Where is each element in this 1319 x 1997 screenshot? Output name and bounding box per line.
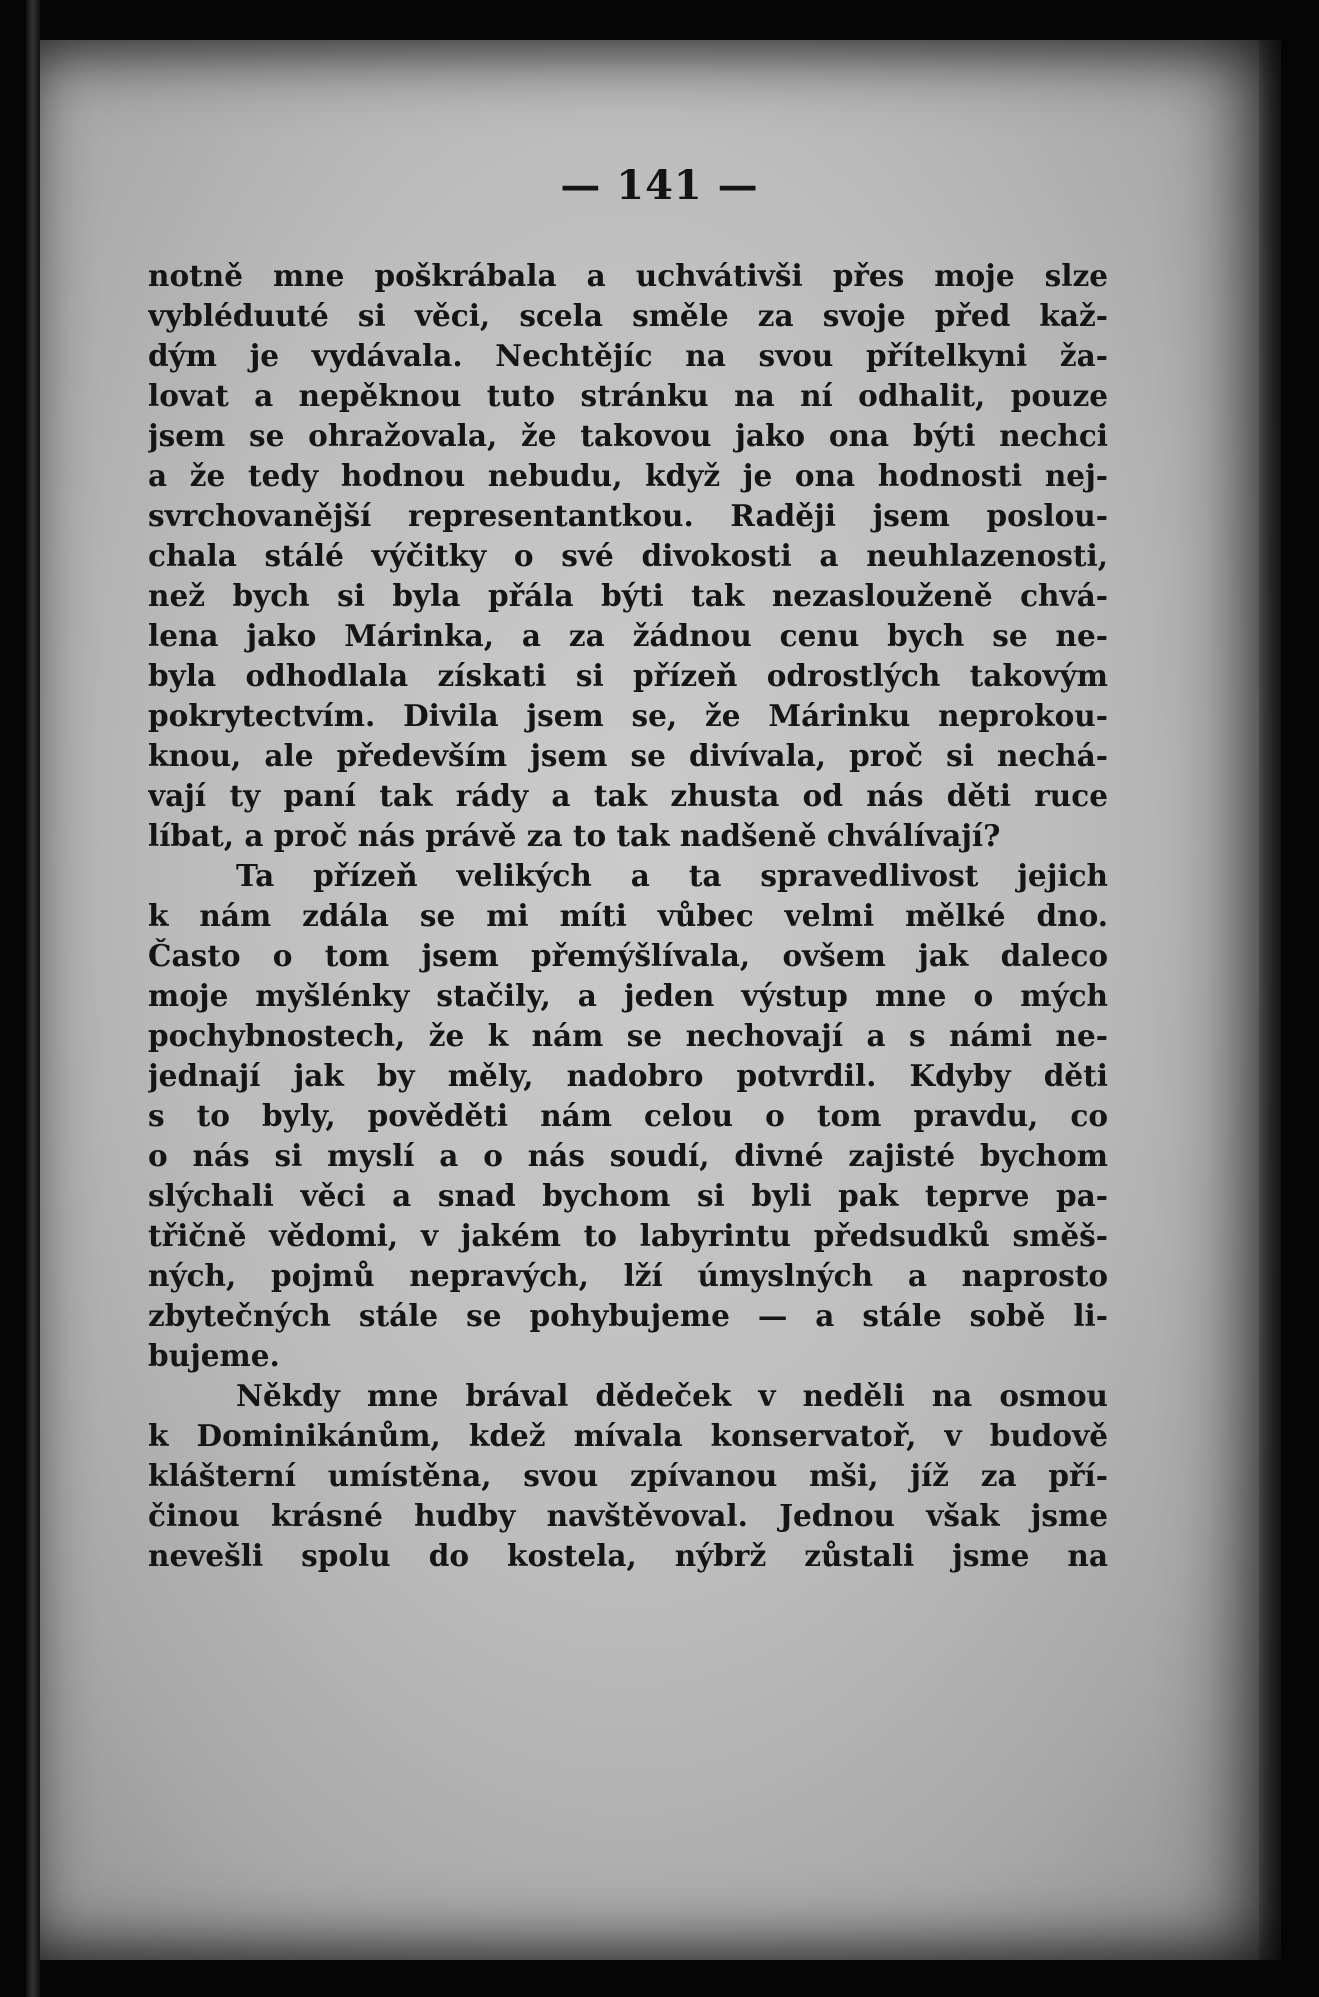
text-line: klášterní umístěna, svou zpívanou mši, jíž za pří-	[148, 1458, 1108, 1493]
text-line: lovat a nepěknou tuto stránku na ní odhalit, pouze	[148, 378, 1108, 413]
text-line: zbytečných stále se pohybujeme — a stále sobě li-	[148, 1298, 1108, 1333]
text-line: vybléduuté si věci, scela směle za svoje před kaž-	[148, 298, 1108, 333]
text-line: s to byly, pověděti nám celou o tom pravdu, co	[148, 1098, 1108, 1133]
text-line: moje myšlénky stačily, a jeden výstup mne o mých	[148, 978, 1108, 1013]
page-number: — 141 —	[560, 162, 759, 209]
text-line: bujeme.	[148, 1338, 280, 1373]
text-line: líbat, a proč nás právě za to tak nadšeně chválívají?	[148, 818, 1001, 853]
text-line: ných, pojmů nepravých, lží úmyslných a naprosto	[148, 1258, 1108, 1293]
page-edge-shadow	[1259, 0, 1319, 1997]
text-line: Často o tom jsem přemýšlívala, ovšem jak daleco	[148, 938, 1108, 973]
text-line: knou, ale především jsem se divívala, proč si nechá-	[148, 738, 1108, 773]
text-line: k nám zdála se mi míti vůbec velmi mělké dno.	[148, 898, 1108, 933]
text-line: dým je vydávala. Nechtějíc na svou přítelkyni ža-	[148, 338, 1108, 373]
text-line: pokrytectvím. Divila jsem se, že Márinku neprokou-	[148, 698, 1108, 733]
text-line: jednají jak by měly, nadobro potvrdil. Kdyby děti	[148, 1058, 1108, 1093]
text-line: a že tedy hodnou nebudu, když je ona hodnosti nej-	[148, 458, 1108, 493]
text-line: lena jako Márinka, a za žádnou cenu bych se ne-	[148, 618, 1108, 653]
text-line: Někdy mne brával dědeček v neděli na osmou	[236, 1378, 1108, 1413]
text-line: byla odhodlala získati si přízeň odrostlých takovým	[148, 658, 1108, 693]
text-line: nevešli spolu do kostela, nýbrž zůstali jsme na	[148, 1538, 1108, 1573]
text-line: třičně vědomi, v jakém to labyrintu předsudků směš-	[148, 1218, 1108, 1253]
text-line: Ta přízeň velikých a ta spravedlivost jejich	[236, 858, 1108, 893]
text-line: k Dominikánům, kdež mívala konservatoř, v budově	[148, 1418, 1108, 1453]
text-line: jsem se ohražovala, že takovou jako ona býti nechci	[148, 418, 1108, 453]
text-line: chala stálé výčitky o své divokosti a neuhlazenosti,	[148, 538, 1108, 573]
book-spine	[26, 0, 40, 1997]
text-line: o nás si myslí a o nás soudí, divné zajisté bychom	[148, 1138, 1108, 1173]
text-line: slýchali věci a snad bychom si byli pak teprve pa-	[148, 1178, 1108, 1213]
text-line: svrchovanější representantkou. Raději jsem poslou-	[148, 498, 1108, 533]
text-line: než bych si byla přála býti tak nezaslouženě chvá-	[148, 578, 1108, 613]
body-text	[148, 256, 1108, 1576]
text-line: vají ty paní tak rády a tak zhusta od nás děti ruce	[148, 778, 1108, 813]
text-line: činou krásné hudby navštěvoval. Jednou však jsme	[148, 1498, 1108, 1533]
text-line: notně mne poškrábala a uchvátivši přes moje slze	[148, 258, 1108, 293]
text-line: pochybnostech, že k nám se nechovají a s námi ne-	[148, 1018, 1108, 1053]
